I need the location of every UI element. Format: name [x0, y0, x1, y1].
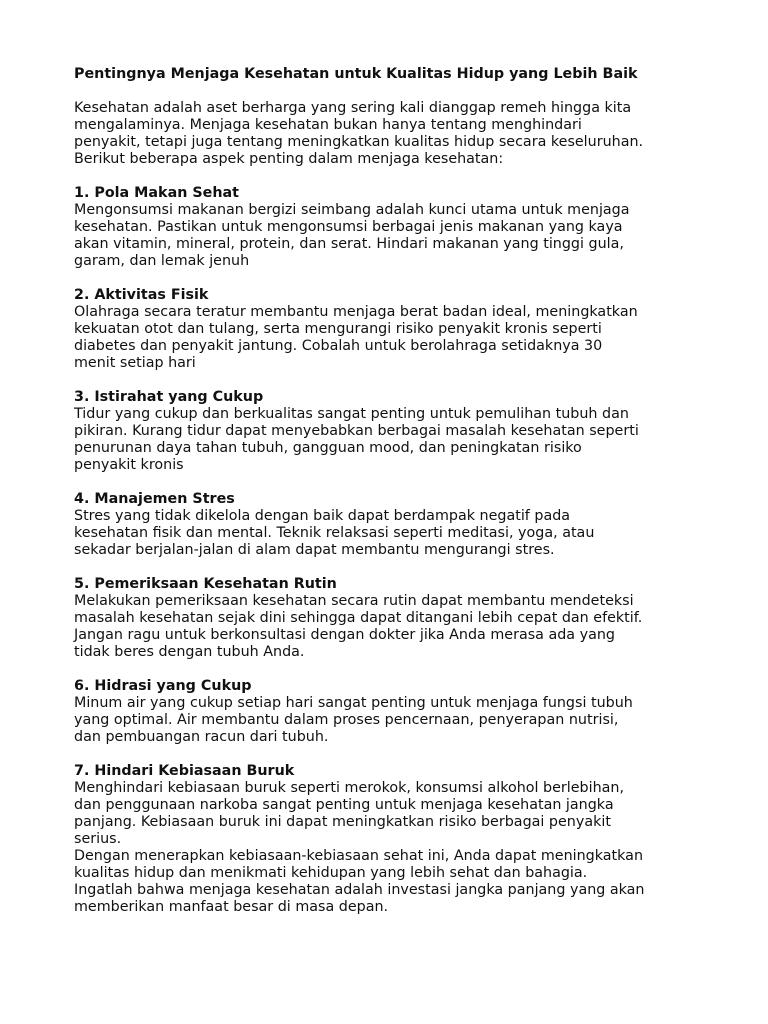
section-heading: 4. Manajemen Stres [74, 491, 235, 507]
paragraph-line: Menghindari kebiasaan buruk seperti merokok, konsumsi alkohol berlebihan, [74, 780, 625, 796]
paragraph-line: akan vitamin, mineral, protein, dan serat. Hindari makanan yang tinggi gula, [74, 236, 624, 252]
paragraph-line: yang optimal. Air membantu dalam proses pencernaan, penyerapan nutrisi, [74, 712, 619, 728]
paragraph-line: pikiran. Kurang tidur dapat menyebabkan berbagai masalah kesehatan seperti [74, 423, 639, 439]
intro-line: Kesehatan adalah aset berharga yang sering kali dianggap remeh hingga kita [74, 100, 632, 116]
section-hidrasi-yang-cukup [74, 678, 699, 746]
paragraph-line: garam, dan lemak jenuh [74, 253, 250, 269]
paragraph-line: diabetes dan penyakit jantung. Cobalah untuk berolahraga setidaknya 30 [74, 338, 603, 354]
paragraph-line: Mengonsumsi makanan bergizi seimbang adalah kunci utama untuk menjaga [74, 202, 630, 218]
intro-line: mengalaminya. Menjaga kesehatan bukan hanya tentang menghindari [74, 117, 582, 133]
paragraph-line: kesehatan. Pastikan untuk mengonsumsi berbagai jenis makanan yang kaya [74, 219, 623, 235]
section-istirahat-yang-cukup [74, 389, 699, 474]
section-heading: 1. Pola Makan Sehat [74, 185, 240, 201]
paragraph-line: Ingatlah bahwa menjaga kesehatan adalah investasi jangka panjang yang akan [74, 882, 645, 898]
section-paragraph [74, 202, 699, 270]
paragraph-line: penyakit kronis [74, 457, 184, 473]
section-paragraph [74, 593, 699, 661]
paragraph-line: panjang. Kebiasaan buruk ini dapat meningkatkan risiko berbagai penyakit [74, 814, 611, 830]
section-pola-makan-sehat [74, 185, 699, 270]
section-hindari-kebiasaan-buruk [74, 763, 699, 916]
document-title: Pentingnya Menjaga Kesehatan untuk Kualitas Hidup yang Lebih Baik [74, 66, 638, 82]
section-manajemen-stres [74, 491, 699, 559]
paragraph-line: Stres yang tidak dikelola dengan baik dapat berdampak negatif pada [74, 508, 571, 524]
paragraph-line: kekuatan otot dan tulang, serta mengurangi risiko penyakit kronis seperti [74, 321, 602, 337]
paragraph-line: Tidur yang cukup dan berkualitas sangat penting untuk pemulihan tubuh dan [74, 406, 629, 422]
section-heading: 3. Istirahat yang Cukup [74, 389, 264, 405]
section-heading: 7. Hindari Kebiasaan Buruk [74, 763, 295, 779]
section-paragraph [74, 695, 699, 746]
section-paragraph [74, 304, 699, 372]
section-pemeriksaan-kesehatan-rutin [74, 576, 699, 661]
intro-line: penyakit, tetapi juga tentang meningkatkan kualitas hidup secara keseluruhan. [74, 134, 644, 150]
paragraph-line: sekadar berjalan-jalan di alam dapat membantu mengurangi stres. [74, 542, 555, 558]
paragraph-line: dan penggunaan narkoba sangat penting untuk menjaga kesehatan jangka [74, 797, 614, 813]
section-heading: 5. Pemeriksaan Kesehatan Rutin [74, 576, 337, 592]
paragraph-line: tidak beres dengan tubuh Anda. [74, 644, 305, 660]
paragraph-line: Olahraga secara teratur membantu menjaga berat badan ideal, meningkatkan [74, 304, 638, 320]
section-paragraph [74, 780, 699, 916]
section-paragraph [74, 508, 699, 559]
intro-paragraph [74, 100, 699, 168]
paragraph-line: memberikan manfaat besar di masa depan. [74, 899, 389, 915]
section-heading: 6. Hidrasi yang Cukup [74, 678, 252, 694]
paragraph-line: Melakukan pemeriksaan kesehatan secara rutin dapat membantu mendeteksi [74, 593, 634, 609]
paragraph-line: masalah kesehatan sejak dini sehingga dapat ditangani lebih cepat dan efektif. [74, 610, 643, 626]
paragraph-line: Jangan ragu untuk berkonsultasi dengan dokter jika Anda merasa ada yang [74, 627, 615, 643]
paragraph-line: dan pembuangan racun dari tubuh. [74, 729, 329, 745]
paragraph-line: kualitas hidup dan menikmati kehidupan yang lebih sehat dan bahagia. [74, 865, 588, 881]
paragraph-line: penurunan daya tahan tubuh, gangguan mood, dan peningkatan risiko [74, 440, 582, 456]
section-aktivitas-fisik [74, 287, 699, 372]
paragraph-line: Minum air yang cukup setiap hari sangat penting untuk menjaga fungsi tubuh [74, 695, 633, 711]
paragraph-line: serius. [74, 831, 122, 847]
section-heading: 2. Aktivitas Fisik [74, 287, 209, 303]
paragraph-line: Dengan menerapkan kebiasaan-kebiasaan sehat ini, Anda dapat meningkatkan [74, 848, 644, 864]
paragraph-line: menit setiap hari [74, 355, 196, 371]
intro-line: Berikut beberapa aspek penting dalam menjaga kesehatan: [74, 151, 504, 167]
paragraph-line: kesehatan fisik dan mental. Teknik relaksasi seperti meditasi, yoga, atau [74, 525, 595, 541]
document-page [74, 66, 699, 916]
section-paragraph [74, 406, 699, 474]
